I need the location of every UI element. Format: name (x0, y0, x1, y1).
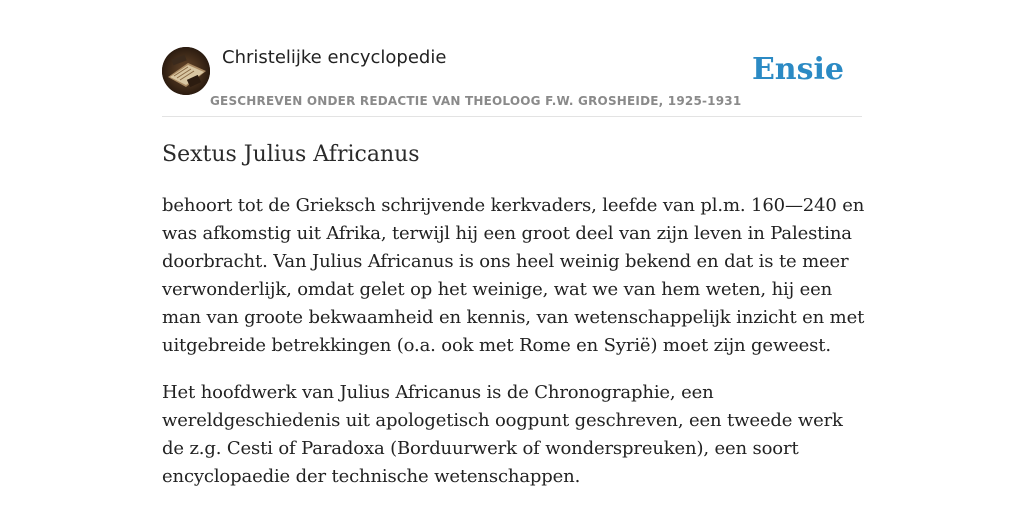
source-avatar[interactable] (162, 47, 210, 95)
article-body (162, 192, 867, 510)
source-title[interactable]: Christelijke encyclopedie (222, 47, 447, 68)
article-title: Sextus Julius Africanus (162, 142, 420, 167)
source-header (162, 46, 862, 117)
article-paragraph: behoort tot de Grieksch schrijvende kerkvaders, leefde van pl.m. 160—240 en was afkomstig uit Afrika, terwijl hij een groot deel van zijn leven in Palestina doorbracht. Van Julius Africanus is ons heel weinig bekend en dat is te meer verwonderlijk, omdat gelet op het weinige, wat we van hem weten, hij een man van groote bekwaamheid en kennis, van wetenschappelijk inzicht en met uitgebreide betrekkingen (o.a. ook met Rome en Syrië) moet zijn geweest. (162, 195, 865, 356)
article-paragraph: Het hoofdwerk van Julius Africanus is de Chronographie, een wereldgeschiedenis uit apologetisch oogpunt geschreven, een tweede werk de z.g. Cesti of Paradoxa (Borduurwerk of wonderspreuken), een soort encyclopaedie der technische wetenschappen. (162, 382, 843, 487)
source-subtitle: GESCHREVEN ONDER REDACTIE VAN THEOLOOG F.W. GROSHEIDE, 1925-1931 (210, 94, 742, 108)
book-cover-icon (162, 47, 210, 95)
brand-logo[interactable]: Ensie (751, 52, 844, 87)
